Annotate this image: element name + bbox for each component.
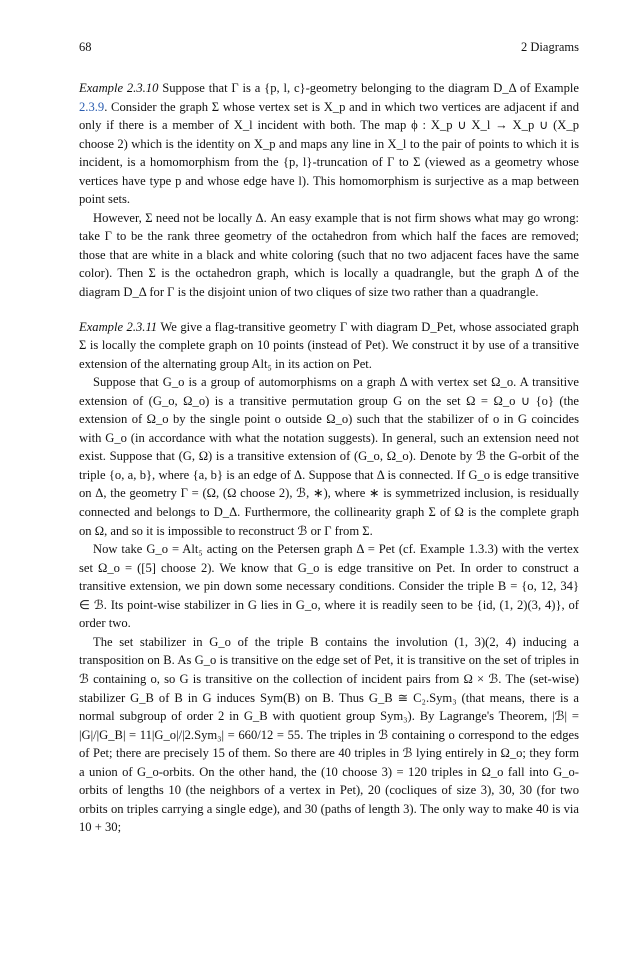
chapter-title: 2 Diagrams xyxy=(521,40,579,54)
example-2-3-10-heading: Example 2.3.10 xyxy=(79,81,159,95)
example-2-3-11-text: We give a flag-transitive geometry Γ with diagram D_Pet, whose associated graph Σ is locally the complete graph on 10 points (instead of Pet). We construct it by use of a transitive extension of the alternating group Alt₅ in its action on Pet. xyxy=(79,319,579,371)
example-2-3-11-paragraph-4: The set stabilizer in G_o of the triple B contains the involution (1, 3)(2, 4) inducing a transposition on B. As G_o is transitive on the edge set of Pet, it is transitive on the set of triples in ℬ containing o, so G is transitive on the collection of incident pairs from Ω × ℬ. The (set-wise) stabilizer G_B of B in G induces Sym(B) on B. Thus G_B ≅ C₂.Sym₃ (that means, there is a normal subgroup of order 2 in G_B with quotient group Sym₃). By Lagrange's Theorem, |ℬ| = |G|/|G_B| = 11|G_o|/|2.Sym₃| = 660/12 = 55. The triples in ℬ containing o correspond to the edges of Pet; there are precisely 15 of them. So there are 40 triples in ℬ lying entirely in Ω_o; they form a union of G_o-orbits. On the other hand, the (10 choose 3) = 120 triples in Ω_o fall into G_o-orbits of lengths 10 (the neighbors of a vertex in Pet), 20 (cocliques of size 3), 30, 30 (for two orbits on triples carrying a single edge), and 30 (paths of length 3). The only way to make 40 is via 10 + 30; xyxy=(79,634,579,835)
example-2-3-11-paragraph-2: Suppose that G_o is a group of automorphisms on a graph Δ with vertex set Ω_o. A transitive extension of (G_o, Ω_o) is a transitive permutation group G on the set Ω = Ω_o ∪ {o} (the extension of Ω_o by the single point o outside Ω_o) such that the stabilizer of o in G coincides with G_o (in accordance with what the notation suggests). In general, such an extension need not exist. Suppose that (G, Ω) is a transitive extension of (G_o, Ω_o). Denote by ℬ the G-orbit of the triple {o, a, b}, where {a, b} is an edge of Δ. Suppose that Δ is connected. If G_o is edge transitive on Δ, the geometry Γ = (Ω, (Ω choose 2), ℬ, ∗), where ∗ is symmetrized inclusion, is residually connected and belongs to D_Δ. Furthermore, the collinearity graph Σ of Ω is the complete graph on Ω, and so it is impossible to reconstruct ℬ or Γ from Σ. xyxy=(79,375,579,538)
example-2-3-11-paragraph-3: Now take G_o = Alt₅ acting on the Petersen graph Δ = Pet (cf. Example 1.3.3) with the vertex set Ω_o = ([5] choose 2). We know that G_o is edge transitive on Pet. In order to construct a transitive extension, we pin down some necessary conditions. Consider the triple B = {o, 12, 34} ∈ ℬ. Its point-wise stabilizer in G lies in G_o, where it is readily seen to be {id, (1, 2)(3, 4)}, of order two. xyxy=(79,542,579,631)
example-2-3-10-text-a: Suppose that Γ is a {p, l, c}-geometry belonging to the diagram D_Δ of Example xyxy=(158,81,579,95)
example-2-3-11-heading: Example 2.3.11 xyxy=(79,319,158,334)
example-2-3-11-paragraph-1 xyxy=(79,318,579,374)
example-2-3-10-text-b: . Consider the graph Σ whose vertex set is X_p and in which two vertices are adjacent if and only if there is a member of X_l incident with both. The map ϕ : X_p ∪ X_l → X_p ∪ (X_p choose 2) which is the identity on X_p and maps any line in X_l to the pair of points to which it is incident, is a homomorphism from the {p, l}-truncation of Γ to Σ (viewed as a geometry whose vertices have type p and whose edge have l). This homomorphism is surjective as a map between point sets. xyxy=(79,99,579,207)
example-2-3-10-paragraph-1 xyxy=(79,79,579,209)
page-body xyxy=(79,79,579,837)
page-number: 68 xyxy=(79,40,92,54)
running-header xyxy=(79,40,579,60)
example-2-3-10-paragraph-2: However, Σ need not be locally Δ. An easy example that is not firm shows what may go wrong: take Γ to be the rank three geometry of the octahedron from which half the faces are removed; those that are white in a black and white coloring (such that no two adjacent faces have the same color). Then Σ is the octahedron graph, which is locally a quadrangle, but the graph Δ of the diagram D_Δ for Γ is the disjoint union of two cliques of size two rather than a quadrangle. xyxy=(79,210,579,300)
example-2-3-9-link[interactable]: 2.3.9 xyxy=(79,99,105,114)
